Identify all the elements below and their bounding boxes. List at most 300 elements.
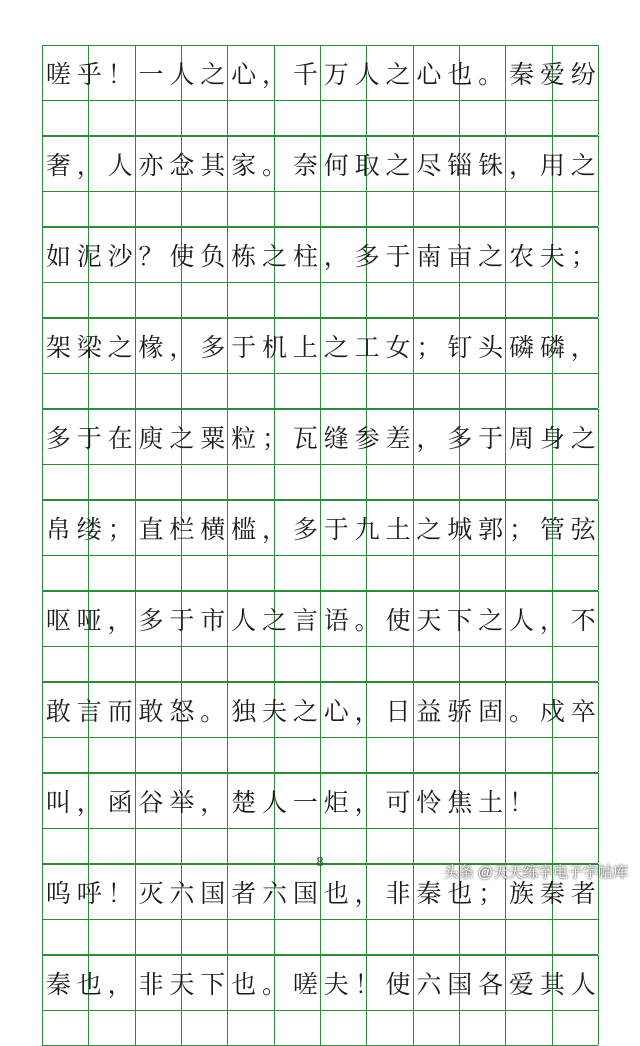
line-character: 奈 <box>292 150 318 180</box>
line-character: 缝 <box>323 423 349 453</box>
line-character: ， <box>107 969 133 999</box>
practice-cell[interactable] <box>460 373 506 408</box>
line-character: 土 <box>478 787 504 817</box>
line-character: 庾 <box>138 423 164 453</box>
line-character: 之 <box>570 423 596 453</box>
line-character: 之 <box>107 332 133 362</box>
line-character: 之 <box>262 605 288 635</box>
practice-cell[interactable] <box>275 282 321 317</box>
practice-cell[interactable] <box>228 464 274 499</box>
line-character: 下 <box>200 969 226 999</box>
line-character: 家 <box>231 150 257 180</box>
line-character: 函 <box>107 787 133 817</box>
line-character: 泥 <box>76 241 102 271</box>
practice-cell[interactable] <box>460 100 506 135</box>
line-character: ； <box>416 332 442 362</box>
line-character: 。 <box>200 696 226 726</box>
practice-cell[interactable] <box>321 373 367 408</box>
line-character: 灭 <box>138 878 164 908</box>
line-character: 使 <box>169 241 195 271</box>
practice-cell[interactable] <box>321 555 367 590</box>
practice-cell[interactable] <box>506 737 552 772</box>
line-character: ， <box>570 332 596 362</box>
practice-cell[interactable] <box>182 191 228 226</box>
line-character: 不 <box>570 605 596 635</box>
blank-practice-row <box>42 919 598 955</box>
practice-cell[interactable] <box>553 737 599 772</box>
practice-cell[interactable] <box>414 919 460 954</box>
line-character: ？ <box>138 241 164 271</box>
line-character: ！ <box>107 59 133 89</box>
practice-cell[interactable] <box>43 282 89 317</box>
practice-cell[interactable] <box>228 737 274 772</box>
line-character: 秦 <box>416 878 442 908</box>
line-character: 栏 <box>169 514 195 544</box>
line-character: 。 <box>354 605 380 635</box>
practice-cell[interactable] <box>460 646 506 681</box>
line-character: ， <box>262 59 288 89</box>
line-character: 身 <box>539 423 565 453</box>
line-character: 亩 <box>447 241 473 271</box>
practice-cell[interactable] <box>275 191 321 226</box>
line-character: 柱 <box>292 241 318 271</box>
line-character: ， <box>200 787 226 817</box>
practice-cell[interactable] <box>89 100 135 135</box>
practice-cell[interactable] <box>460 919 506 954</box>
practice-cell[interactable] <box>43 555 89 590</box>
practice-cell[interactable] <box>321 191 367 226</box>
line-character: 郭 <box>478 514 504 544</box>
practice-cell[interactable] <box>367 919 413 954</box>
practice-cell[interactable] <box>506 555 552 590</box>
line-character: 焦 <box>447 787 473 817</box>
practice-cell[interactable] <box>43 646 89 681</box>
line-character: 国 <box>447 969 473 999</box>
text-row <box>42 318 598 373</box>
text-row <box>42 773 598 828</box>
practice-cell[interactable] <box>136 282 182 317</box>
blank-practice-row <box>42 282 598 318</box>
line-character: ， <box>509 150 535 180</box>
practice-cell[interactable] <box>553 191 599 226</box>
practice-cell[interactable] <box>506 100 552 135</box>
line-character: 天 <box>416 605 442 635</box>
practice-cell[interactable] <box>89 1010 135 1045</box>
line-character: 。 <box>262 969 288 999</box>
line-character: 于 <box>323 514 349 544</box>
text-row <box>42 136 598 191</box>
line-character: 一 <box>292 787 318 817</box>
practice-cell[interactable] <box>136 191 182 226</box>
line-character: 工 <box>354 332 380 362</box>
line-character: 于 <box>231 332 257 362</box>
practice-cell[interactable] <box>228 373 274 408</box>
practice-cell[interactable] <box>460 1010 506 1045</box>
practice-cell[interactable] <box>414 555 460 590</box>
line-character: ， <box>169 332 195 362</box>
text-row <box>42 227 598 282</box>
line-character: 使 <box>385 969 411 999</box>
line-character: 也 <box>231 969 257 999</box>
practice-cell[interactable] <box>553 100 599 135</box>
line-character: 固 <box>478 696 504 726</box>
practice-cell[interactable] <box>43 191 89 226</box>
practice-cell[interactable] <box>414 737 460 772</box>
line-character: 呼 <box>76 878 102 908</box>
line-text <box>43 409 599 464</box>
practice-cell[interactable] <box>182 373 228 408</box>
practice-cell[interactable] <box>321 100 367 135</box>
line-character: 六 <box>169 878 195 908</box>
practice-cell[interactable] <box>89 646 135 681</box>
line-character: 也 <box>447 878 473 908</box>
practice-cell[interactable] <box>136 100 182 135</box>
practice-cell[interactable] <box>182 555 228 590</box>
line-character: 人 <box>262 787 288 817</box>
practice-cell[interactable] <box>228 919 274 954</box>
practice-cell[interactable] <box>228 100 274 135</box>
line-character: 架 <box>45 332 71 362</box>
line-character: 夫 <box>323 969 349 999</box>
practice-cell[interactable] <box>275 1010 321 1045</box>
line-character: 之 <box>478 241 504 271</box>
line-character: 多 <box>447 423 473 453</box>
line-text <box>43 45 599 100</box>
line-text <box>43 136 599 191</box>
practice-cell[interactable] <box>228 191 274 226</box>
line-character: 农 <box>509 241 535 271</box>
line-character: 。 <box>478 59 504 89</box>
line-character: 人 <box>107 150 133 180</box>
practice-cell[interactable] <box>321 282 367 317</box>
line-character: 之 <box>262 241 288 271</box>
line-character: 钉 <box>447 332 473 362</box>
line-character: 非 <box>138 969 164 999</box>
practice-cell[interactable] <box>321 646 367 681</box>
line-character: 叫 <box>45 787 71 817</box>
line-character: 差 <box>385 423 411 453</box>
practice-cell[interactable] <box>275 555 321 590</box>
line-character: 栋 <box>231 241 257 271</box>
line-character: 爱 <box>509 969 535 999</box>
line-character: 。 <box>262 150 288 180</box>
practice-cell[interactable] <box>136 646 182 681</box>
practice-cell[interactable] <box>367 464 413 499</box>
line-character: ， <box>262 514 288 544</box>
line-character: 缕 <box>76 514 102 544</box>
practice-cell[interactable] <box>367 282 413 317</box>
line-character: 秦 <box>509 59 535 89</box>
line-character: 语 <box>323 605 349 635</box>
line-character: 直 <box>138 514 164 544</box>
line-character: 市 <box>200 605 226 635</box>
line-character: 在 <box>107 423 133 453</box>
text-row <box>42 591 598 646</box>
line-character: 用 <box>539 150 565 180</box>
line-character: 怜 <box>416 787 442 817</box>
practice-cell[interactable] <box>553 282 599 317</box>
practice-cell[interactable] <box>321 464 367 499</box>
practice-cell[interactable] <box>89 737 135 772</box>
practice-cell[interactable] <box>506 373 552 408</box>
practice-cell[interactable] <box>228 555 274 590</box>
practice-cell[interactable] <box>43 1010 89 1045</box>
line-character: ， <box>76 787 102 817</box>
practice-cell[interactable] <box>136 1010 182 1045</box>
line-character: 使 <box>385 605 411 635</box>
watermark: 头条 @天天练字电子字帖库 <box>443 864 628 881</box>
practice-cell[interactable] <box>136 737 182 772</box>
text-row <box>42 409 598 464</box>
line-character: 谷 <box>138 787 164 817</box>
line-character: 国 <box>200 878 226 908</box>
line-character: 亦 <box>138 150 164 180</box>
line-character: 天 <box>169 969 195 999</box>
line-character: 六 <box>262 878 288 908</box>
practice-cell[interactable] <box>275 373 321 408</box>
practice-cell[interactable] <box>553 646 599 681</box>
line-character: ； <box>570 241 596 271</box>
practice-cell[interactable] <box>228 1010 274 1045</box>
line-text <box>43 682 599 737</box>
line-character: ， <box>323 241 349 271</box>
line-character: 多 <box>200 332 226 362</box>
line-character: 者 <box>231 878 257 908</box>
blank-practice-row <box>42 191 598 227</box>
practice-cell[interactable] <box>367 1010 413 1045</box>
practice-cell[interactable] <box>182 1010 228 1045</box>
line-character: 横 <box>200 514 226 544</box>
practice-cell[interactable] <box>506 191 552 226</box>
practice-cell[interactable] <box>43 464 89 499</box>
practice-cell[interactable] <box>275 919 321 954</box>
practice-cell[interactable] <box>321 919 367 954</box>
practice-cell[interactable] <box>553 373 599 408</box>
practice-cell[interactable] <box>182 646 228 681</box>
line-character: 日 <box>385 696 411 726</box>
practice-cell[interactable] <box>43 919 89 954</box>
practice-cell[interactable] <box>553 464 599 499</box>
practice-cell[interactable] <box>228 282 274 317</box>
line-character: 六 <box>416 969 442 999</box>
practice-cell[interactable] <box>553 919 599 954</box>
practice-cell[interactable] <box>275 464 321 499</box>
line-character: 粒 <box>231 423 257 453</box>
line-character: 其 <box>539 969 565 999</box>
practice-cell[interactable] <box>89 282 135 317</box>
practice-cell[interactable] <box>460 555 506 590</box>
line-character: 之 <box>323 332 349 362</box>
line-character: 粟 <box>200 423 226 453</box>
line-character: 夫 <box>539 241 565 271</box>
practice-cell[interactable] <box>182 100 228 135</box>
practice-cell[interactable] <box>414 464 460 499</box>
line-text <box>43 591 599 646</box>
line-character: 女 <box>385 332 411 362</box>
line-character: 于 <box>478 423 504 453</box>
line-character: 尽 <box>416 150 442 180</box>
line-character: 九 <box>354 514 380 544</box>
line-character: 也 <box>323 878 349 908</box>
practice-cell[interactable] <box>460 464 506 499</box>
practice-cell[interactable] <box>506 1010 552 1045</box>
blank-practice-row <box>42 464 598 500</box>
line-character: ， <box>539 605 565 635</box>
line-character: ， <box>354 787 380 817</box>
line-character: 之 <box>570 150 596 180</box>
practice-cell[interactable] <box>43 737 89 772</box>
practice-cell[interactable] <box>553 555 599 590</box>
line-character: 之 <box>385 59 411 89</box>
line-character: 梁 <box>76 332 102 362</box>
line-character: 夫 <box>262 696 288 726</box>
practice-cell[interactable] <box>367 555 413 590</box>
line-character: 南 <box>416 241 442 271</box>
practice-cell[interactable] <box>367 646 413 681</box>
practice-cell[interactable] <box>275 646 321 681</box>
line-character: 国 <box>292 878 318 908</box>
practice-cell[interactable] <box>367 100 413 135</box>
line-character: ， <box>354 696 380 726</box>
line-character: 独 <box>231 696 257 726</box>
line-character: 磷 <box>509 332 535 362</box>
blank-practice-row <box>42 555 598 591</box>
blank-practice-row <box>42 373 598 409</box>
practice-cell[interactable] <box>89 919 135 954</box>
practice-cell[interactable] <box>414 191 460 226</box>
line-character: 乎 <box>76 59 102 89</box>
line-character: 磷 <box>539 332 565 362</box>
line-character: 卒 <box>570 696 596 726</box>
line-text <box>43 318 599 373</box>
line-character: 也 <box>76 969 102 999</box>
practice-cell[interactable] <box>89 555 135 590</box>
line-character: 负 <box>200 241 226 271</box>
practice-cell[interactable] <box>321 737 367 772</box>
practice-cell[interactable] <box>136 464 182 499</box>
line-character: 上 <box>292 332 318 362</box>
line-character: 举 <box>169 787 195 817</box>
practice-cell[interactable] <box>506 464 552 499</box>
line-character: 锱 <box>447 150 473 180</box>
line-text <box>43 773 599 828</box>
practice-cell[interactable] <box>414 646 460 681</box>
line-character: 人 <box>169 59 195 89</box>
line-character: 槛 <box>231 514 257 544</box>
practice-cell[interactable] <box>136 555 182 590</box>
practice-cell[interactable] <box>460 282 506 317</box>
practice-cell[interactable] <box>460 191 506 226</box>
practice-cell[interactable] <box>506 919 552 954</box>
practice-cell[interactable] <box>275 100 321 135</box>
practice-cell[interactable] <box>182 282 228 317</box>
line-character: ； <box>509 514 535 544</box>
line-character: 之 <box>292 696 318 726</box>
practice-cell[interactable] <box>553 1010 599 1045</box>
practice-cell[interactable] <box>367 737 413 772</box>
line-character: 千 <box>292 59 318 89</box>
practice-cell[interactable] <box>460 737 506 772</box>
line-character: 头 <box>478 332 504 362</box>
calligraphy-practice-grid <box>42 45 598 1046</box>
blank-practice-row <box>42 646 598 682</box>
line-character: 可 <box>385 787 411 817</box>
practice-cell[interactable] <box>414 100 460 135</box>
line-character: ！ <box>509 787 535 817</box>
line-character: 而 <box>107 696 133 726</box>
practice-cell[interactable] <box>182 464 228 499</box>
line-character: 嗟 <box>45 59 71 89</box>
practice-cell[interactable] <box>367 373 413 408</box>
practice-cell[interactable] <box>321 1010 367 1045</box>
line-character: 铢 <box>478 150 504 180</box>
line-character: 非 <box>385 878 411 908</box>
practice-cell[interactable] <box>414 373 460 408</box>
practice-cell[interactable] <box>414 282 460 317</box>
text-row <box>42 45 598 100</box>
practice-cell[interactable] <box>506 282 552 317</box>
line-character: 敢 <box>45 696 71 726</box>
line-character: 戍 <box>539 696 565 726</box>
practice-cell[interactable] <box>275 737 321 772</box>
line-character: ； <box>478 878 504 908</box>
line-character: 各 <box>478 969 504 999</box>
practice-cell[interactable] <box>89 191 135 226</box>
line-character: 呜 <box>45 878 71 908</box>
line-character: ， <box>416 423 442 453</box>
line-character: 也 <box>447 59 473 89</box>
line-character: 沙 <box>107 241 133 271</box>
practice-cell[interactable] <box>228 646 274 681</box>
line-character: 周 <box>509 423 535 453</box>
practice-cell[interactable] <box>506 646 552 681</box>
practice-cell[interactable] <box>414 1010 460 1045</box>
blank-practice-row <box>42 100 598 136</box>
line-character: 秦 <box>45 969 71 999</box>
line-character: 之 <box>200 59 226 89</box>
line-character: 参 <box>354 423 380 453</box>
line-character: 多 <box>45 423 71 453</box>
line-character: 土 <box>385 514 411 544</box>
practice-cell[interactable] <box>136 919 182 954</box>
practice-cell[interactable] <box>182 737 228 772</box>
line-character: 族 <box>509 878 535 908</box>
line-character: 骄 <box>447 696 473 726</box>
line-character: 于 <box>385 241 411 271</box>
line-character: 楚 <box>231 787 257 817</box>
line-character: 爱 <box>539 59 565 89</box>
practice-cell[interactable] <box>136 373 182 408</box>
practice-cell[interactable] <box>43 100 89 135</box>
blank-practice-row <box>42 737 598 773</box>
line-character: ， <box>76 150 102 180</box>
line-character: 奢 <box>45 150 71 180</box>
line-character: 人 <box>231 605 257 635</box>
line-character: 何 <box>323 150 349 180</box>
line-character: 秦 <box>539 878 565 908</box>
practice-cell[interactable] <box>89 373 135 408</box>
line-character: 怒 <box>169 696 195 726</box>
practice-cell[interactable] <box>367 191 413 226</box>
practice-cell[interactable] <box>89 464 135 499</box>
practice-cell[interactable] <box>43 373 89 408</box>
practice-cell[interactable] <box>182 919 228 954</box>
line-character: 心 <box>416 59 442 89</box>
line-character: 机 <box>262 332 288 362</box>
line-character: 取 <box>354 150 380 180</box>
line-character: 心 <box>231 59 257 89</box>
line-character: ！ <box>354 969 380 999</box>
